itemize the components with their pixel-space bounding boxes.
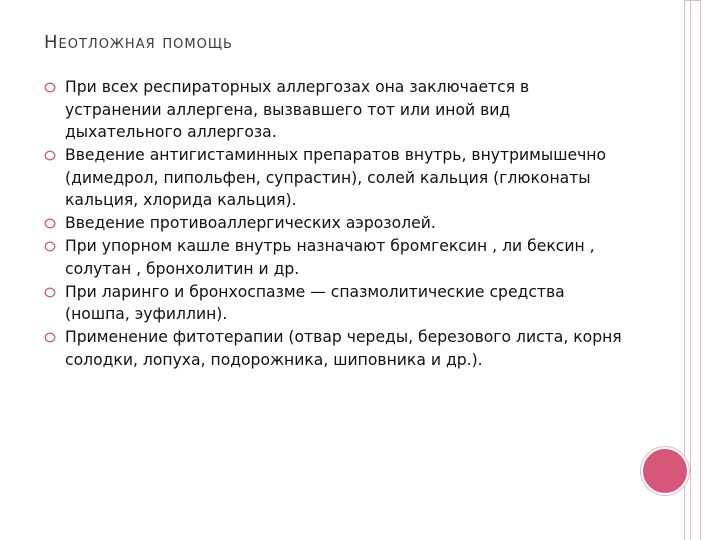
list-item-text: При упорном кашле внутрь назначают бромгексин , ли бексин , солутан , бронхолитин и др. [65, 237, 595, 278]
outlined-circle-icon [44, 241, 56, 252]
list-item [44, 212, 624, 235]
list-item [44, 76, 624, 144]
list-item-text: Введение антигистаминных препаратов внутрь, внутримышечно (димедрол, пипольфен, супрастин), солей кальция (глюконаты кальция, хлорида кальция). [65, 146, 607, 209]
list-item [44, 326, 624, 371]
list-item-text: При ларинго и бронхоспазме — спазмолитические средства (ношпа, эуфиллин). [65, 282, 565, 323]
decorative-frame-line [690, 0, 691, 540]
outlined-circle-icon [44, 82, 56, 93]
list-item [44, 281, 624, 326]
decorative-frame-top [684, 0, 700, 1]
decorative-frame-line [700, 0, 701, 540]
slide-title: Неотложная помощь [44, 32, 233, 53]
list-item-text: При всех респираторных аллергозах она заключается в устранении аллергена, вызвавшего тот или иной вид дыхательного аллергоза. [65, 78, 530, 141]
outlined-circle-icon [44, 150, 56, 161]
list-item-text: Введение противоаллергических аэрозолей. [65, 214, 436, 232]
decorative-circle [641, 447, 689, 495]
outlined-circle-icon [44, 218, 56, 229]
bullet-list [44, 76, 624, 372]
list-item-text: Применение фитотерапии (отвар череды, березового листа, корня солодки, лопуха, подорожника, шиповника и др.). [65, 328, 622, 369]
list-item [44, 235, 624, 280]
list-item [44, 144, 624, 212]
outlined-circle-icon [44, 332, 56, 343]
outlined-circle-icon [44, 287, 56, 298]
